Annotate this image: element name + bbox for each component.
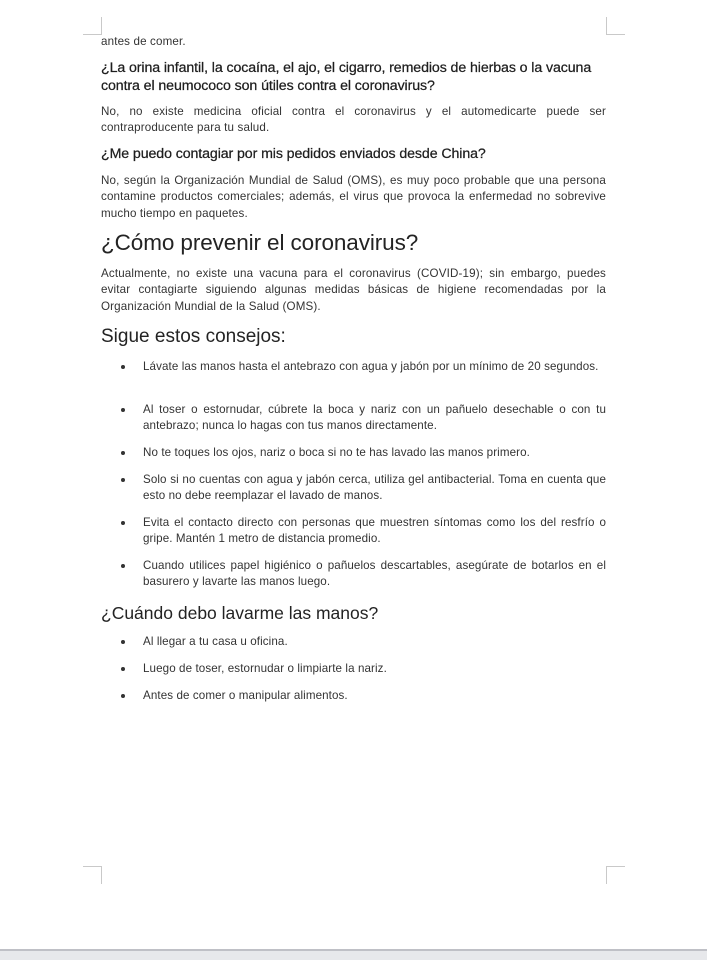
bullet-icon [121,667,125,671]
tip-text: Cuando utilices papel higiénico o pañuelos descartables, asegúrate de botarlos en el basurero y lavarte las manos luego. [143,559,606,589]
faq-question-2: ¿Me puedo contagiar por mis pedidos enviados desde China? [101,146,486,162]
margin-corner-mark-bottom-right [606,866,625,884]
bullet-icon [121,451,125,455]
tip-text: Solo si no cuentas con agua y jabón cerca, utiliza gel antibacterial. Toma en cuenta que esto no debe reemplazar el lavado de manos. [143,473,606,503]
continued-paragraph: antes de comer. [101,35,186,48]
margin-corner-mark-bottom-left [83,866,102,884]
margin-corner-mark-top-left [83,17,102,35]
handwashing-list-item [101,688,606,704]
margin-corner-mark-top-right [606,17,625,35]
tip-list-item [101,445,606,461]
handwashing-text: Luego de toser, estornudar o limpiarte la nariz. [143,662,387,675]
tip-list-item [101,558,606,591]
bullet-icon [121,564,125,568]
tip-list-item [101,359,606,375]
tip-text: No te toques los ojos, nariz o boca si no te has lavado las manos primero. [143,446,530,459]
faq-answer-1: No, no existe medicina oficial contra el coronavirus y el automedicarte puede ser contraproducente para tu salud. [101,105,606,135]
prevention-intro: Actualmente, no existe una vacuna para el coronavirus (COVID-19); sin embargo, puedes evitar contagiarte siguiendo algunas medidas básicas de higiene recomendadas por la Organización Mundial de la Salud (OMS). [101,267,606,313]
bullet-icon [121,365,125,369]
bullet-icon [121,640,125,644]
bullet-icon [121,521,125,525]
handwashing-text: Antes de comer o manipular alimentos. [143,689,348,702]
handwashing-list-item [101,661,606,677]
tip-list-item [101,402,606,435]
tip-list-item [101,515,606,548]
prevention-heading: ¿Cómo prevenir el coronavirus? [101,230,419,255]
bullet-icon [121,694,125,698]
tips-heading: Sigue estos consejos: [101,326,286,347]
handwashing-text: Al llegar a tu casa u oficina. [143,635,288,648]
faq-question-1: ¿La orina infantil, la cocaína, el ajo, el cigarro, remedios de hierbas o la vacuna contra el neumococo son útiles contra el coronavirus? [101,60,592,94]
bullet-icon [121,478,125,482]
tip-text: Al toser o estornudar, cúbrete la boca y nariz con un pañuelo desechable o con tu antebrazo; nunca lo hagas con tus manos directamente. [143,403,606,433]
tip-list-item [101,472,606,505]
bullet-icon [121,408,125,412]
tip-text: Evita el contacto directo con personas que muestren síntomas como los del resfrío o gripe. Mantén 1 metro de distancia promedio. [143,516,606,546]
tip-text: Lávate las manos hasta el antebrazo con agua y jabón por un mínimo de 20 segundos. [143,360,599,373]
handwashing-heading: ¿Cuándo debo lavarme las manos? [101,603,379,623]
handwashing-list-item [101,634,606,650]
faq-answer-2: No, según la Organización Mundial de Salud (OMS), es muy poco probable que una persona contamine productos comerciales; además, el virus que provoca la enfermedad no sobrevive mucho tiempo en paquetes. [101,174,606,220]
